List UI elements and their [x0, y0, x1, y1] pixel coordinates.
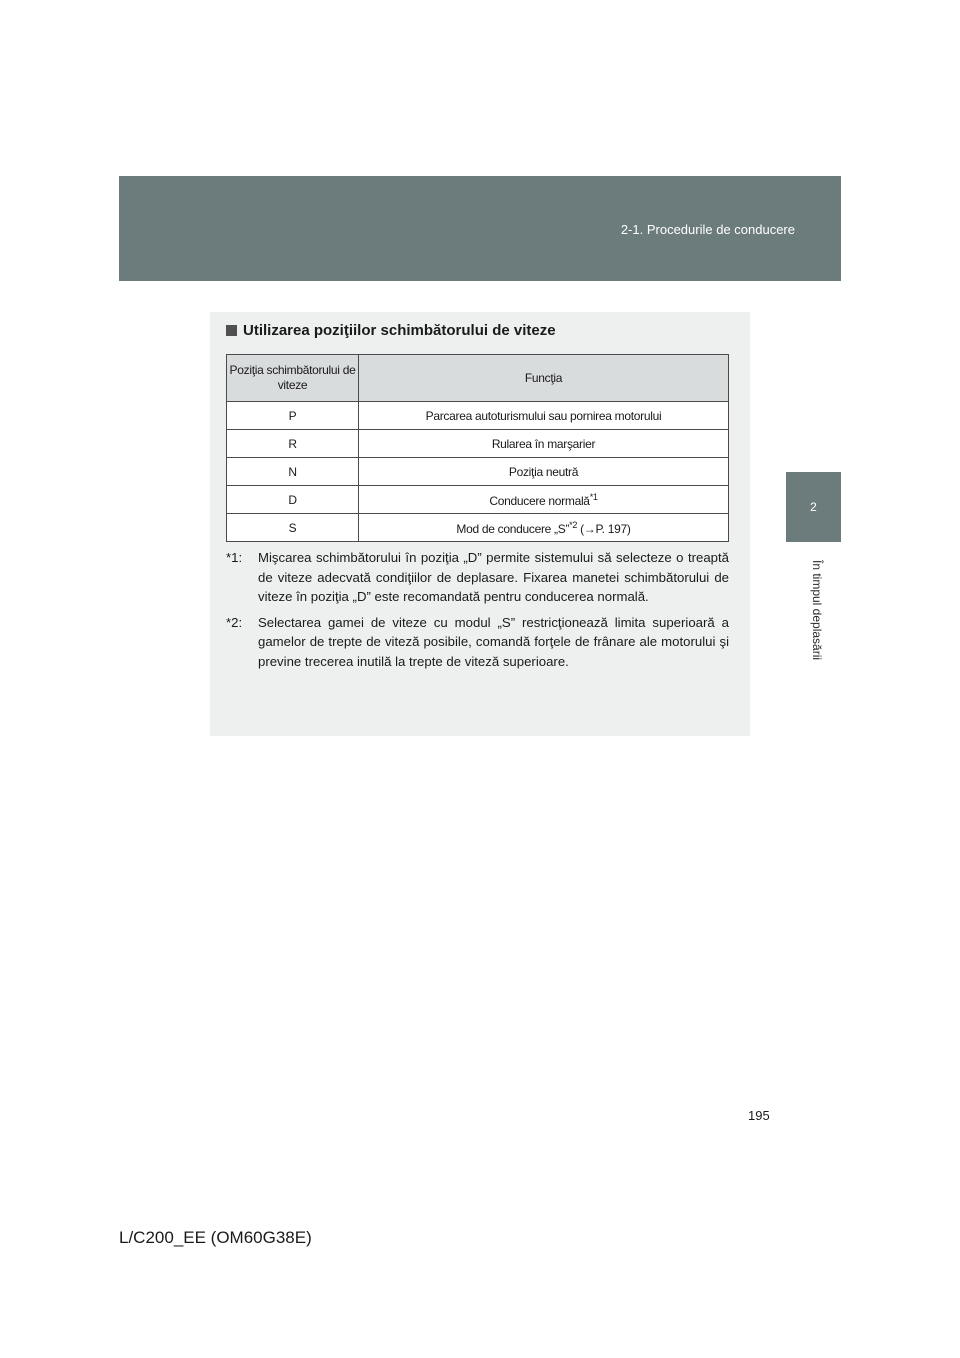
- chapter-number: 2: [810, 500, 817, 514]
- header-position: Poziţia schimbătorului de viteze: [227, 355, 359, 402]
- footnote-text: Mişcarea schimbătorului în poziţia „D” permite sistemului să selecteze o treaptă de viteze adecvată condiţiilor de deplasare. Fixarea manetei schimbătorului de viteze în poziţia „D” este recomandată pentru conducerea normală.: [258, 550, 729, 604]
- table-row: [227, 514, 729, 542]
- page-reference: (→P. 197): [577, 521, 631, 536]
- footnote-text: Selectarea gamei de viteze cu modul „S” restricţionează limita superioară a gamelor de trepte de viteză posibile, comandă forţele de frânare ale motorului şi previne trecerea inutilă la trepte de viteză superioare.: [258, 614, 729, 669]
- square-bullet-icon: [226, 325, 237, 336]
- function-text: Mod de conducere „S”: [456, 521, 570, 536]
- cell-position: D: [227, 486, 359, 514]
- footnote-item: [226, 613, 729, 672]
- cell-position: N: [227, 458, 359, 486]
- cell-function: [359, 486, 729, 514]
- page-number: 195: [748, 1108, 770, 1123]
- footnote-mark: *1:: [226, 550, 243, 565]
- section-heading-text: Utilizarea poziţiilor schimbătorului de viteze: [243, 322, 556, 339]
- chapter-side-label: În timpul deplasării: [810, 560, 824, 661]
- chapter-tab: [786, 472, 841, 542]
- header-function: Funcţia: [359, 355, 729, 402]
- footnote-ref: *2: [569, 519, 578, 530]
- cell-function: [359, 402, 729, 430]
- table-row: [227, 486, 729, 514]
- footnote-mark: *2:: [226, 614, 243, 630]
- footnote-ref: *1: [589, 491, 598, 502]
- table-row: [227, 458, 729, 486]
- cell-function: [359, 430, 729, 458]
- function-text: Conducere normală: [489, 493, 590, 508]
- table-row: [227, 430, 729, 458]
- cell-position: R: [227, 430, 359, 458]
- table-header-row: [227, 355, 729, 402]
- table-row: [227, 402, 729, 430]
- document-code: L/C200_EE (OM60G38E): [119, 1228, 312, 1247]
- function-text: Poziţia neutră: [508, 464, 579, 479]
- section-heading: [226, 322, 556, 339]
- cell-function: [359, 514, 729, 542]
- cell-position: P: [227, 402, 359, 430]
- header-band: [119, 176, 841, 281]
- cell-function: [359, 458, 729, 486]
- function-text: Parcarea autoturismului sau pornirea motorului: [425, 408, 662, 423]
- info-panel: [210, 312, 750, 736]
- footnote-item: [226, 548, 729, 607]
- chapter-title: 2-1. Procedurile de conducere: [620, 222, 795, 237]
- function-text: Rularea în marşarier: [491, 436, 596, 451]
- gear-positions-table: [226, 354, 729, 542]
- footnotes: [226, 548, 729, 677]
- cell-position: S: [227, 514, 359, 542]
